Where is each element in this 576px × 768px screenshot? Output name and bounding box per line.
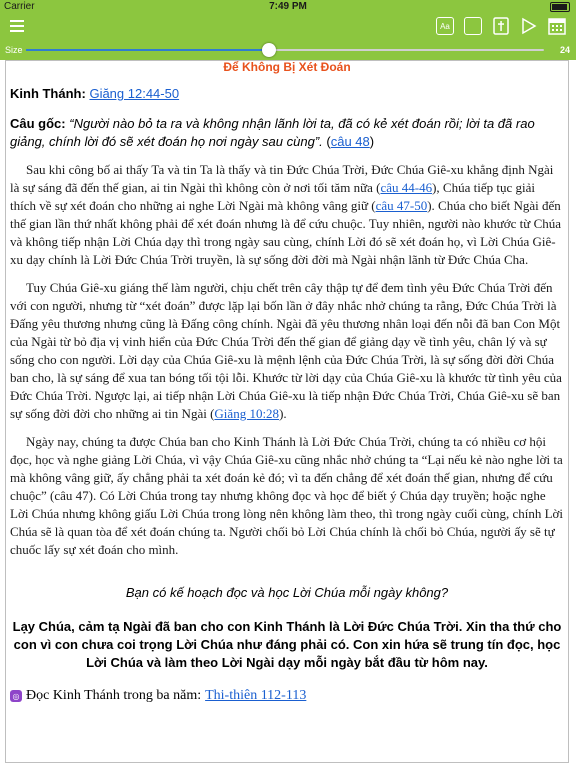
verse-link[interactable]: Giăng 10:28 bbox=[214, 406, 280, 421]
battery-icon bbox=[550, 2, 570, 12]
font-size-icon[interactable] bbox=[436, 17, 454, 35]
paragraph-text: Sau khi công bố ai thấy Ta và tin Ta là thấy và tin Đức Chúa Trời, Đức Chúa Giê-xu khẳng định Ngài là sự sáng đã đến thế gian, ai tin Ngài thì không còn ở nơi tối tăm nữa ( bbox=[10, 162, 554, 195]
top-toolbar bbox=[0, 14, 576, 40]
scripture-link[interactable]: Giăng 12:44-50 bbox=[89, 86, 180, 101]
size-value: 24 bbox=[559, 45, 570, 55]
slider-fill bbox=[26, 49, 269, 51]
paragraph-text: ), Chúa tiếp tục giải thích về sự xét đoán cho những ai nghe Lời Ngài mà không vâng giữ ( bbox=[10, 180, 535, 213]
paragraph-3: Ngày nay, chúng ta được Chúa ban cho Kinh Thánh là Lời Đức Chúa Trời, chúng ta có nhiều cơ hội đọc, học và nghe giảng Lời Chúa, vì vậy Chúa Giê-xu cũng nhắc nhở chúng ta “Lại nếu kẻ nào nghe lời ta mà không vâng giữ, ấy chẳng phải ta xét đoán kẻ đó; vì ta đến chẳng để xét đoán thế gian, nhưng để cứu chuộc” (câu 47). Có Lời Chúa trong tay nhưng không đọc và học để biết ý Chúa dạy truyền; hoặc nghe Lời Chúa nhưng không giấu Lời Chúa trong lòng nên không làm theo, thì trong ngày cuối cùng, chính Lời Chúa sẽ là quan tòa để xét đoán chúng ta. Người chối bỏ Lời Chúa chính là chối bỏ Chúa, người ấy sẽ tự chuốc lấy sự xét đoán cho mình. bbox=[10, 434, 564, 557]
font-size-button-label: Aa bbox=[440, 21, 450, 31]
reading-plan-link[interactable]: Thi-thiên 112-113 bbox=[205, 688, 307, 703]
reading-plan bbox=[10, 688, 564, 704]
square-icon[interactable] bbox=[464, 17, 482, 35]
paragraph-text: Tuy Chúa Giê-xu giáng thế làm người, chịu chết trên cây thập tự để đem tình yêu Đức Chúa Trời đến với con người, nhưng từ “xét đoán” được lặp lại bốn lần ở đây nhắc nhở chúng ta rằng, Đức Chúa Trời là Đấng yêu thương nhưng cũng là Đấng công chính. Ngài đã yêu thương nhân loại đến nỗi đã ban Con Một của Ngài từ bỏ địa vị vinh hiển của Đức Chúa Trời đến thế gian để giảng dạy về tình yêu, chân lý và sự sống cho con người. Lời dạy của Chúa Giê-xu là mệnh lệnh của Đức Chúa Trời, là sự sống đời đời Chúa ban cho, là sự sáng để xua tan bóng tối tội lỗi. Khước từ lời dạy của Chúa Giê-xu là khước từ tình yêu của Đức Chúa Trời. Ngược lại, ai tiếp nhận Lời Chúa Giê-xu là tiếp nhận Đức Chúa Trời, Chúa Giê-xu sẽ ban sự sống đời đời cho những ai tin Ngài ( bbox=[10, 280, 562, 421]
status-time: 7:49 PM bbox=[269, 1, 307, 12]
scripture-line bbox=[10, 86, 564, 101]
size-bar bbox=[0, 40, 576, 60]
size-slider[interactable] bbox=[26, 49, 544, 51]
play-icon[interactable] bbox=[520, 17, 538, 35]
slider-thumb[interactable] bbox=[262, 43, 276, 57]
key-verse-link[interactable]: câu 48 bbox=[330, 134, 370, 149]
menu-icon[interactable] bbox=[10, 20, 24, 32]
size-label: Size bbox=[5, 45, 23, 55]
key-verse-label: Câu gốc: bbox=[10, 116, 66, 131]
paragraph-text: ). bbox=[279, 406, 287, 421]
reflection-question: Bạn có kế hoạch đọc và học Lời Chúa mỗi ngày không? bbox=[125, 585, 449, 600]
paragraph-2 bbox=[10, 279, 564, 423]
devotion-title: Để Không Bị Xét Đoán bbox=[223, 60, 351, 74]
reading-plan-label: Đọc Kinh Thánh trong ba năm: bbox=[26, 688, 202, 703]
reading-plan-icon: ◎ bbox=[10, 690, 22, 702]
paragraph-1 bbox=[10, 161, 564, 269]
key-verse: Câu gốc: “Người nào bỏ ta ra và không nhận lãnh lời ta, đã có kẻ xét đoán rồi; lời ta đã rao giảng, chính lời đó sẽ xét đoán họ nơi ngày sau cùng”. (câu 48) bbox=[10, 116, 535, 149]
paragraph-text: ). Chúa cho biết Ngài đến thế gian lần thứ nhất không phải để xét đoán nhưng là để cứu chuộc. Tuy nhiên, người nào khước từ Chúa và không tiếp nhận Lời Chúa dạy thì trong ngày sau cùng, chính Lời đó sẽ xét đoán họ, vì Lời Chúa Giê-xu dạy chính là Lời Đức Chúa Trời truyền, là sự sống đời đời mà Ngài nhận lãnh từ Đức Chúa Cha. bbox=[10, 198, 562, 267]
bible-icon[interactable] bbox=[492, 17, 510, 35]
verse-link[interactable]: câu 47-50 bbox=[375, 198, 428, 213]
status-bar bbox=[0, 0, 576, 14]
carrier-label: Carrier bbox=[4, 1, 35, 12]
devotion-content[interactable] bbox=[5, 60, 569, 763]
prayer-text: Lạy Chúa, cảm tạ Ngài đã ban cho con Kinh Thánh là Lời Đức Chúa Trời. Xin tha thứ cho con vì con chưa coi trọng Lời Chúa như đáng phải có. Con xin hứa sẽ trung tín đọc, học Lời Chúa và làm theo Lời Ngài dạy mỗi ngày bắt đầu từ hôm nay. bbox=[12, 619, 562, 670]
calendar-icon[interactable] bbox=[548, 17, 566, 35]
verse-link[interactable]: câu 44-46 bbox=[380, 180, 433, 195]
scripture-label: Kinh Thánh: bbox=[10, 86, 86, 101]
key-verse-text: “Người nào bỏ ta ra và không nhận lãnh lời ta, đã có kẻ xét đoán rồi; lời ta đã rao giảng, chính lời đó sẽ xét đoán họ nơi ngày sau cùng”. bbox=[10, 116, 535, 149]
